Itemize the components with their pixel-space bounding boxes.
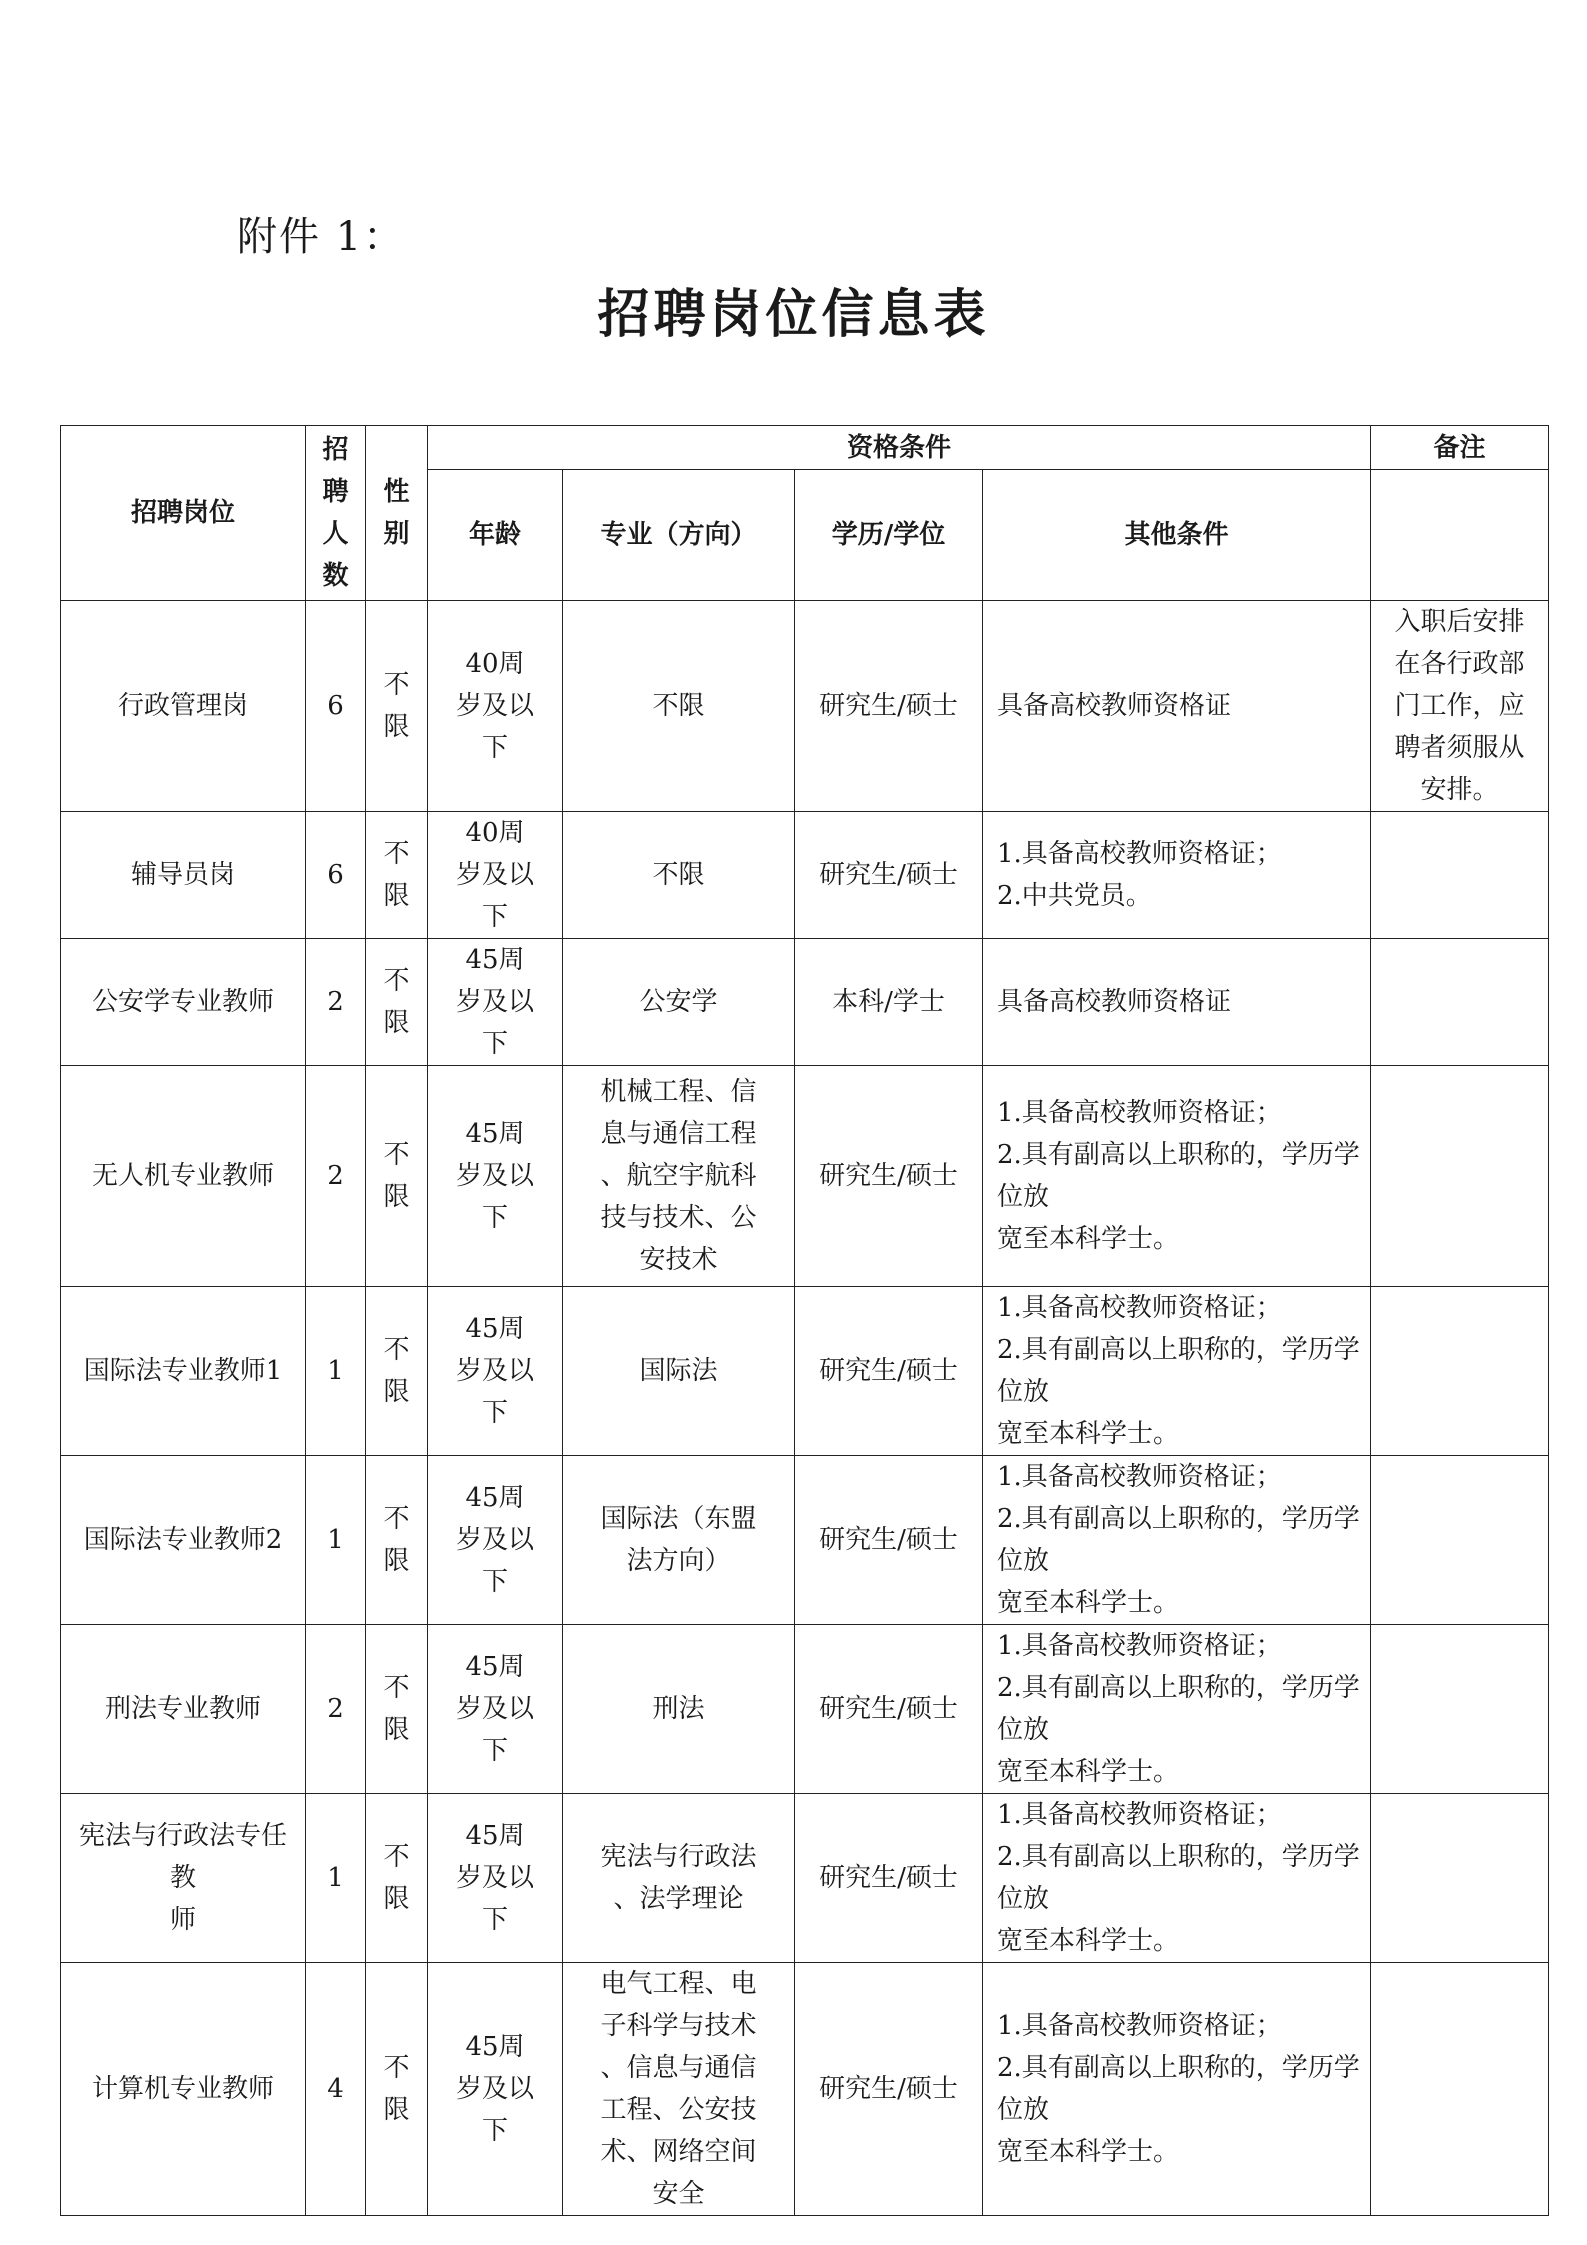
- cell-position: 刑法专业教师: [61, 1625, 306, 1794]
- cell-major: 国际法（东盟 法方向）: [563, 1456, 795, 1625]
- cell-remarks: [1371, 1794, 1549, 1963]
- header-count: 招聘人数: [306, 426, 366, 601]
- header-other: 其他条件: [983, 470, 1371, 601]
- cell-education: 研究生/硕士: [795, 1287, 983, 1456]
- cell-education: 研究生/硕士: [795, 1625, 983, 1794]
- header-education: 学历/学位: [795, 470, 983, 601]
- cell-age: 45周 岁及以 下: [428, 1963, 563, 2216]
- cell-remarks: [1371, 1456, 1549, 1625]
- cell-age: 45周 岁及以 下: [428, 1287, 563, 1456]
- cell-gender: 不 限: [366, 939, 428, 1066]
- cell-position: 宪法与行政法专任教 师: [61, 1794, 306, 1963]
- cell-position: 国际法专业教师2: [61, 1456, 306, 1625]
- cell-gender: 不 限: [366, 812, 428, 939]
- cell-gender: 不 限: [366, 1066, 428, 1287]
- cell-major: 刑法: [563, 1625, 795, 1794]
- cell-count: 2: [306, 1625, 366, 1794]
- cell-position: 无人机专业教师: [61, 1066, 306, 1287]
- cell-education: 研究生/硕士: [795, 1066, 983, 1287]
- cell-education: 研究生/硕士: [795, 1456, 983, 1625]
- table-row: [61, 1625, 1549, 1794]
- cell-other-conditions: 1.具备高校教师资格证； 2.具有副高以上职称的，学历学位放 宽至本科学士。: [983, 1794, 1371, 1963]
- cell-gender: 不 限: [366, 1287, 428, 1456]
- cell-age: 45周 岁及以 下: [428, 1794, 563, 1963]
- cell-remarks: 入职后安排 在各行政部 门工作，应 聘者须服从 安排。: [1371, 601, 1549, 812]
- header-remarks-blank: [1371, 470, 1549, 601]
- header-age: 年龄: [428, 470, 563, 601]
- header-qualifications: 资格条件: [428, 426, 1371, 470]
- cell-remarks: [1371, 1963, 1549, 2216]
- table-row: [61, 1456, 1549, 1625]
- table-header: [61, 426, 1549, 601]
- cell-education: 本科/学士: [795, 939, 983, 1066]
- cell-gender: 不 限: [366, 1963, 428, 2216]
- cell-gender: 不 限: [366, 601, 428, 812]
- table-row: [61, 1066, 1549, 1287]
- cell-education: 研究生/硕士: [795, 1963, 983, 2216]
- cell-position: 辅导员岗: [61, 812, 306, 939]
- cell-other-conditions: 1.具备高校教师资格证； 2.具有副高以上职称的，学历学位放 宽至本科学士。: [983, 1066, 1371, 1287]
- cell-count: 2: [306, 939, 366, 1066]
- cell-remarks: [1371, 1287, 1549, 1456]
- table-body: [61, 601, 1549, 2216]
- cell-position: 计算机专业教师: [61, 1963, 306, 2216]
- cell-other-conditions: 1.具备高校教师资格证； 2.中共党员。: [983, 812, 1371, 939]
- table-row: [61, 1963, 1549, 2216]
- cell-major: 电气工程、电 子科学与技术 、信息与通信 工程、公安技 术、网络空间 安全: [563, 1963, 795, 2216]
- table-row: [61, 1794, 1549, 1963]
- cell-other-conditions: 具备高校教师资格证: [983, 601, 1371, 812]
- cell-education: 研究生/硕士: [795, 812, 983, 939]
- cell-count: 1: [306, 1794, 366, 1963]
- cell-remarks: [1371, 812, 1549, 939]
- header-position: 招聘岗位: [61, 426, 306, 601]
- cell-count: 6: [306, 812, 366, 939]
- cell-position: 公安学专业教师: [61, 939, 306, 1066]
- table-row: [61, 939, 1549, 1066]
- cell-major: 不限: [563, 601, 795, 812]
- cell-age: 45周 岁及以 下: [428, 1456, 563, 1625]
- page-title: 招聘岗位信息表: [597, 284, 990, 345]
- header-remarks: 备注: [1371, 426, 1549, 470]
- table-row: [61, 1287, 1549, 1456]
- cell-gender: 不 限: [366, 1625, 428, 1794]
- cell-major: 宪法与行政法 、法学理论: [563, 1794, 795, 1963]
- cell-position: 行政管理岗: [61, 601, 306, 812]
- cell-age: 40周 岁及以 下: [428, 601, 563, 812]
- cell-education: 研究生/硕士: [795, 601, 983, 812]
- cell-major: 机械工程、信 息与通信工程 、航空宇航科 技与技术、公 安技术: [563, 1066, 795, 1287]
- cell-major: 国际法: [563, 1287, 795, 1456]
- cell-count: 2: [306, 1066, 366, 1287]
- cell-age: 45周 岁及以 下: [428, 1066, 563, 1287]
- cell-major: 不限: [563, 812, 795, 939]
- header-major: 专业（方向）: [563, 470, 795, 601]
- cell-other-conditions: 具备高校教师资格证: [983, 939, 1371, 1066]
- cell-remarks: [1371, 939, 1549, 1066]
- cell-education: 研究生/硕士: [795, 1794, 983, 1963]
- cell-count: 4: [306, 1963, 366, 2216]
- header-gender: 性别: [366, 426, 428, 601]
- cell-age: 40周 岁及以 下: [428, 812, 563, 939]
- table-row: [61, 812, 1549, 939]
- cell-other-conditions: 1.具备高校教师资格证； 2.具有副高以上职称的，学历学位放 宽至本科学士。: [983, 1287, 1371, 1456]
- cell-gender: 不 限: [366, 1456, 428, 1625]
- cell-remarks: [1371, 1625, 1549, 1794]
- cell-gender: 不 限: [366, 1794, 428, 1963]
- cell-age: 45周 岁及以 下: [428, 1625, 563, 1794]
- cell-position: 国际法专业教师1: [61, 1287, 306, 1456]
- cell-count: 6: [306, 601, 366, 812]
- cell-major: 公安学: [563, 939, 795, 1066]
- cell-other-conditions: 1.具备高校教师资格证； 2.具有副高以上职称的，学历学位放 宽至本科学士。: [983, 1625, 1371, 1794]
- recruitment-table: [60, 425, 1549, 2216]
- attachment-label: 附件 1：: [237, 214, 406, 260]
- cell-other-conditions: 1.具备高校教师资格证； 2.具有副高以上职称的，学历学位放 宽至本科学士。: [983, 1456, 1371, 1625]
- cell-count: 1: [306, 1456, 366, 1625]
- cell-age: 45周 岁及以 下: [428, 939, 563, 1066]
- cell-other-conditions: 1.具备高校教师资格证； 2.具有副高以上职称的，学历学位放 宽至本科学士。: [983, 1963, 1371, 2216]
- table-row: [61, 601, 1549, 812]
- cell-remarks: [1371, 1066, 1549, 1287]
- cell-count: 1: [306, 1287, 366, 1456]
